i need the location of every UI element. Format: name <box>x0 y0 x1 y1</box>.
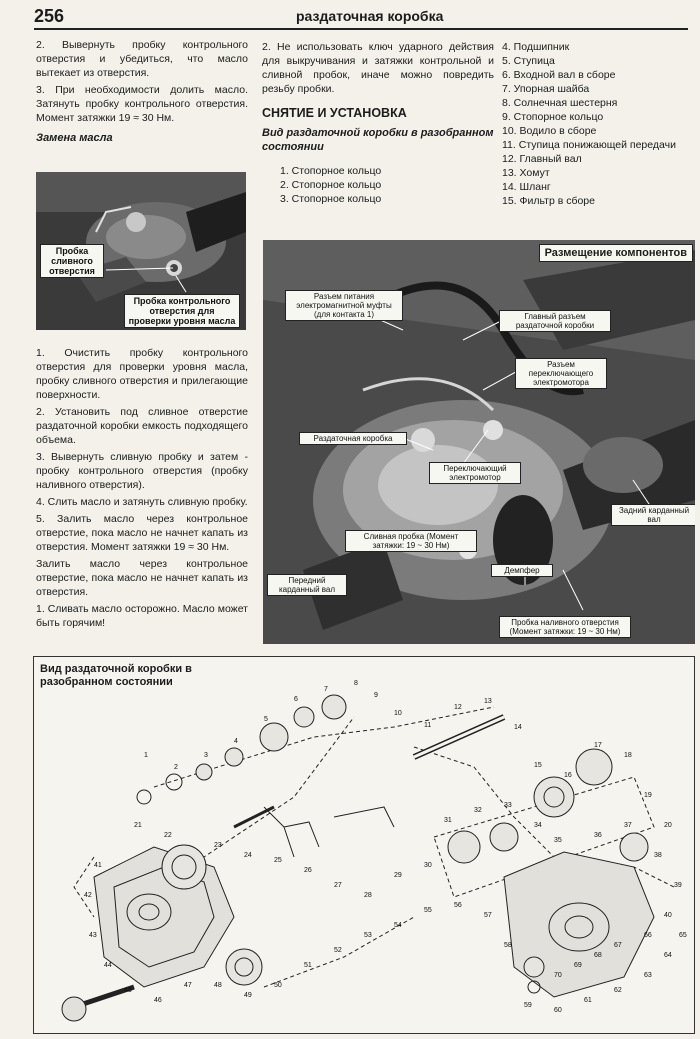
list-item: 8. Солнечная шестерня <box>502 97 618 109</box>
part-number-label: 62 <box>614 987 622 994</box>
list-item: 13. Хомут <box>502 167 550 179</box>
part-number-label: 3 <box>204 752 208 759</box>
label-front-shaft: Передний карданный вал <box>267 574 347 596</box>
part-number-label: 14 <box>514 724 522 731</box>
part-number-label: 23 <box>214 842 222 849</box>
part-number-label: 45 <box>124 987 132 994</box>
photo-title: Размещение компонентов <box>539 244 693 262</box>
part-number-label: 6 <box>294 696 298 703</box>
part-number-label: 21 <box>134 822 142 829</box>
part-number-label: 48 <box>214 982 222 989</box>
part-number-label: 36 <box>594 832 602 839</box>
photo-component-placement <box>263 240 695 644</box>
label-transfer-case: Раздаточная коробка <box>299 432 407 445</box>
list-item: 15. Фильтр в сборе <box>502 195 595 207</box>
list-item: 10. Водило в сборе <box>502 125 597 137</box>
diagram-drawing <box>34 657 694 1033</box>
label-fill-plug-torque: Пробка наливного отверстия (Момент затяжки: 19 ~ 30 Нм) <box>499 616 631 638</box>
list-item: 3. Стопорное кольцо <box>280 193 382 205</box>
part-number-label: 24 <box>244 852 252 859</box>
part-number-label: 53 <box>364 932 372 939</box>
column-left <box>36 38 248 149</box>
page-number: 256 <box>34 6 65 26</box>
part-number-label: 10 <box>394 710 402 717</box>
paragraph: Залить масло через контрольное отверстие, пока масло не начнет капать из отверстия. <box>36 558 248 598</box>
part-number-label: 1 <box>144 752 148 759</box>
part-number-label: 31 <box>444 817 452 824</box>
part-number-label: 54 <box>394 922 402 929</box>
part-number-label: 2 <box>174 764 178 771</box>
list-item: 9. Стопорное кольцо <box>502 111 604 123</box>
part-number-label: 18 <box>624 752 632 759</box>
part-number-label: 59 <box>524 1002 532 1009</box>
label-drain-plug: Пробка сливного отверстия <box>40 244 104 278</box>
part-number-label: 37 <box>624 822 632 829</box>
list-item: 12. Главный вал <box>502 153 582 165</box>
part-number-label: 44 <box>104 962 112 969</box>
diagram-title: Вид раздаточной коробки в разобранном состоянии <box>40 663 192 688</box>
part-number-label: 65 <box>679 932 687 939</box>
parts-list-b <box>502 40 692 208</box>
part-number-label: 42 <box>84 892 92 899</box>
part-number-label: 27 <box>334 882 342 889</box>
part-number-label: 43 <box>89 932 97 939</box>
part-number-label: 69 <box>574 962 582 969</box>
list-item: 6. Входной вал в сборе <box>502 69 616 81</box>
part-number-label: 34 <box>534 822 542 829</box>
part-number-label: 16 <box>564 772 572 779</box>
paragraph: 3. Вывернуть сливную пробку и затем - пробку контрольного отверстия (пробку наливного отверстия). <box>36 451 248 491</box>
part-number-label: 9 <box>374 692 378 699</box>
part-number-label: 28 <box>364 892 372 899</box>
part-number-label: 4 <box>234 738 238 745</box>
part-number-label: 40 <box>664 912 672 919</box>
paragraph: 3. При необходимости долить масло. Затянуть пробку контрольного отверстия. Момент затяжки 19 ≈ 30 Нм. <box>36 84 248 124</box>
label-clutch-connector: Разъем питания электромагнитной муфты (для контакта 1) <box>285 290 403 321</box>
part-number-label: 56 <box>454 902 462 909</box>
part-number-label: 25 <box>274 857 282 864</box>
label-rear-shaft: Задний карданный вал <box>611 504 695 526</box>
label-check-plug: Пробка контрольного отверстия для проверки уровня масла <box>124 294 240 328</box>
list-item: 14. Шланг <box>502 181 551 193</box>
list-item: 2. Стопорное кольцо <box>280 179 382 191</box>
list-item: 1. Стопорное кольцо <box>280 165 382 177</box>
paragraph: 4. Слить масло и затянуть сливную пробку. <box>36 496 248 508</box>
part-number-label: 51 <box>304 962 312 969</box>
part-number-label: 41 <box>94 862 102 869</box>
part-number-label: 35 <box>554 837 562 844</box>
part-number-label: 58 <box>504 942 512 949</box>
list-item: 4. Подшипник <box>502 41 570 53</box>
part-number-label: 60 <box>554 1007 562 1014</box>
section-heading-removal: СНЯТИЕ И УСТАНОВКА <box>262 106 407 120</box>
part-number-label: 8 <box>354 680 358 687</box>
paragraph: 2. Не использовать ключ ударного действия для выкручивания и затяжки контрольной и сливной пробок, иначе можно повредить резьбу пробки. <box>262 41 494 95</box>
part-number-label: 5 <box>264 716 268 723</box>
part-number-label: 66 <box>644 932 652 939</box>
list-item: 5. Ступица <box>502 55 555 67</box>
paragraph: 1. Сливать масло осторожно. Масло может быть горячим! <box>36 603 248 629</box>
parts-list-a <box>280 164 494 206</box>
part-number-label: 19 <box>644 792 652 799</box>
photo-drain-plugs <box>36 172 246 330</box>
part-number-label: 20 <box>664 822 672 829</box>
part-number-label: 30 <box>424 862 432 869</box>
list-item: 11. Ступица понижающей передачи <box>502 139 676 151</box>
header-rule <box>34 28 688 30</box>
exploded-view-diagram <box>33 656 695 1034</box>
list-item: 7. Упорная шайба <box>502 83 590 95</box>
part-number-label: 39 <box>674 882 682 889</box>
paragraph: 1. Очистить пробку контрольного отверстия для проверки уровня масла, пробку сливного отверстия и прилегающие поверхности. <box>36 347 248 401</box>
running-head: раздаточная коробка <box>296 8 444 24</box>
part-number-label: 61 <box>584 997 592 1004</box>
part-number-label: 26 <box>304 867 312 874</box>
label-shift-motor: Переключающий электромотор <box>429 462 521 484</box>
part-number-label: 33 <box>504 802 512 809</box>
part-number-label: 55 <box>424 907 432 914</box>
paragraph: 5. Залить масло через контрольное отверстие, пока масло не начнет капать из отверстия. Момент затяжки 19 ≈ 30 Нм. <box>36 513 248 553</box>
part-number-label: 22 <box>164 832 172 839</box>
part-number-label: 47 <box>184 982 192 989</box>
column-left-lower <box>36 346 248 633</box>
subheading-exploded-view: Вид раздаточной коробки в разобранном состоянии <box>262 127 494 153</box>
label-motor-connector: Разъем переключающего электромотора <box>515 358 607 389</box>
part-number-label: 50 <box>274 982 282 989</box>
paragraph: 2. Вывернуть пробку контрольного отверстия и убедиться, что масло вытекает из отверстия. <box>36 39 248 79</box>
part-number-label: 38 <box>654 852 662 859</box>
part-number-label: 68 <box>594 952 602 959</box>
label-damper: Демпфер <box>491 564 553 577</box>
label-main-connector: Главный разъем раздаточной коробки <box>499 310 611 332</box>
part-number-label: 64 <box>664 952 672 959</box>
part-number-label: 11 <box>424 722 432 729</box>
part-number-label: 32 <box>474 807 482 814</box>
part-number-label: 7 <box>324 686 328 693</box>
part-number-label: 49 <box>244 992 252 999</box>
part-number-label: 12 <box>454 704 462 711</box>
part-number-label: 13 <box>484 698 492 705</box>
part-number-label: 67 <box>614 942 622 949</box>
column-right <box>502 40 692 208</box>
part-number-label: 52 <box>334 947 342 954</box>
subheading-oil-change: Замена масла <box>36 132 113 144</box>
column-middle <box>262 40 494 206</box>
paragraph: 2. Установить под сливное отверстие раздаточной коробки емкость подходящего объема. <box>36 406 248 446</box>
part-number-label: 57 <box>484 912 492 919</box>
part-number-label: 70 <box>554 972 562 979</box>
part-number-label: 46 <box>154 997 162 1004</box>
part-number-label: 15 <box>534 762 542 769</box>
part-number-label: 63 <box>644 972 652 979</box>
label-drain-plug-torque: Сливная пробка (Момент затяжки: 19 ~ 30 Нм) <box>345 530 477 552</box>
part-number-label: 29 <box>394 872 402 879</box>
part-number-label: 17 <box>594 742 602 749</box>
